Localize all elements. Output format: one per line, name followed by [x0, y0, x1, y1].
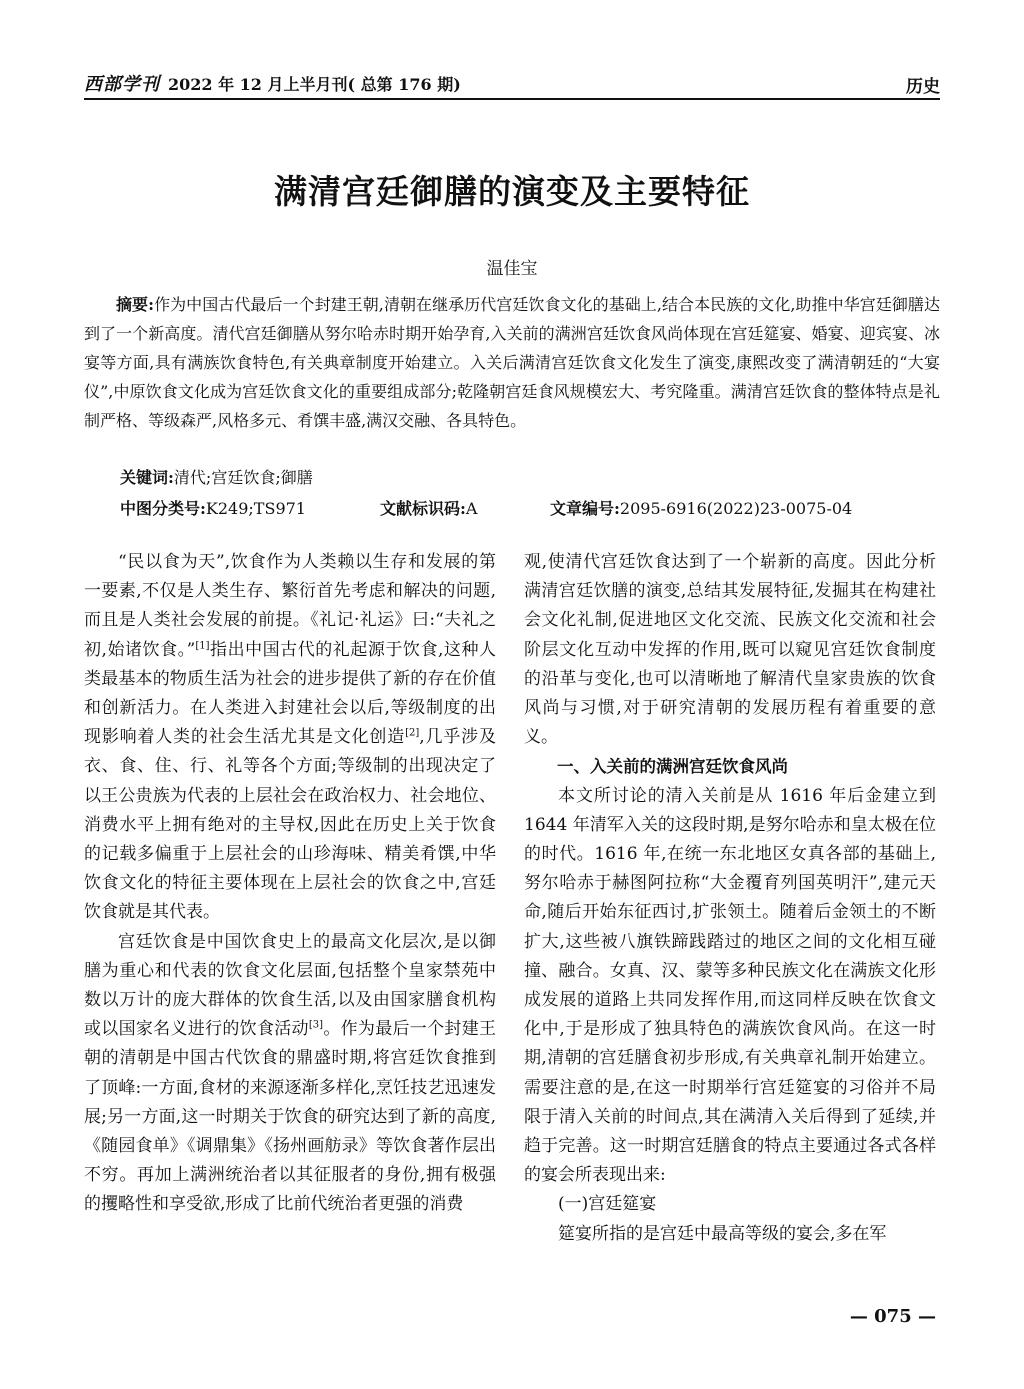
article-title: 满清宫廷御膳的演变及主要特征 [274, 172, 750, 211]
keywords [120, 465, 313, 488]
text-run: 指出中国古代的礼起源于饮食,这种人类最基本的物质生活为社会的进步提供了新的存在价值和创新活力。在人类进入封建社会以后,等级制度的出现影响着人类的社会生活尤其是文化创造 [84, 639, 496, 748]
citation-ref: [1] [195, 639, 210, 651]
paragraph: 观,使清代宫廷饮食达到了一个崭新的高度。因此分析满清宫廷饮膳的演变,总结其发展特征,发掘其在构建社会文化礼制,促进地区文化交流、民族文化交流和社会阶层文化互动中发挥的作用,既可以窥见宫廷饮食制度的沿革与变化,也可以清晰地了解清代皇家贵族的饮食风尚与习惯,对于研究清朝的发展历程有着重要的意义。 [524, 552, 936, 748]
running-header [84, 66, 940, 96]
text-run: “民以食为天”,饮食作为人类赖以生存和发展的第一要素,不仅是人类生存、繁衍首先考虑和解决的问题,而且是人类社会发展的前提。《礼记·礼运》曰:“夫礼之初,始诸饮食。” [84, 552, 496, 660]
paragraph [84, 928, 496, 1220]
clc-label: 中图分类号: [120, 499, 206, 518]
section-heading: 一、入关前的满洲宫廷饮食风尚 [557, 757, 788, 777]
journal-logo: 西部学刊 [84, 74, 160, 95]
article-number-value: 2095-6916(2022)23-0075-04 [619, 499, 853, 518]
page-number: — 075 — [849, 1306, 936, 1327]
subsection-heading: (一)宫廷筵宴 [558, 1194, 657, 1215]
article-number [550, 496, 852, 519]
paragraph: 本文所讨论的清入关前是从 1616 年后金建立到 1644 年清军入关的这段时期,是努尔哈赤和皇太极在位的时代。1616 年,在统一东北地区女真各部的基础上,努尔哈赤于赫图阿拉称“大金覆育列国英明汗”,建元天命,随后开始东征西讨,扩张领土。随着后金领土的不断扩大,这些被八旗铁蹄践踏过的地区之间的文化相互碰撞、融合。女真、汉、蒙等多种民族文化在满族文化形成发展的道路上共同发挥作用,而这同样反映在饮食文化中,于是形成了独具特色的满族饮食风尚。在这一时期,清朝的宫廷膳食初步形成,有关典章礼制开始建立。需要注意的是,在这一时期举行宫廷筵宴的习俗并不局限于清入关前的时间点,其在满清入关后得到了延续,并趋于完善。这一时期宫廷膳食的特点主要通过各式各样的宴会所表现出来: [524, 785, 936, 1186]
section-name: 历史 [906, 77, 940, 97]
text-run: 。作为最后一个封建王朝的清朝是中国古代饮食的鼎盛时期,将宫廷饮食推到了顶峰:一方面,食材的来源逐渐多样化,烹饪技艺迅速发展;另一方面,这一时期关于饮食的研究达到了新的高度,《随园食单》《调鼎集》《扬州画舫录》等饮食著作层出不穷。再加上满洲统治者以其征服者的身份,拥有极强的攫略性和享受欲,形成了比前代统治者更强的消费 [84, 1019, 496, 1215]
abstract-label: 摘要: [116, 295, 155, 314]
keywords-text: 清代;宫廷饮食;御膳 [173, 468, 313, 487]
abstract-text: 作为中国古代最后一个封建王朝,清朝在继承历代宫廷饮食文化的基础上,结合本民族的文化,助推中华宫廷御膳达到了一个新高度。清代宫廷御膳从努尔哈赤时期开始孕育,入关前的满洲宫廷饮食风尚体现在宫廷筵宴、婚宴、迎宾宴、冰宴等方面,具有满族饮食特色,有关典章制度开始建立。入关后满清宫廷饮食文化发生了演变,康熙改变了满清朝廷的“大宴仪”,中原饮食文化成为宫廷饮食文化的重要组成部分;乾隆朝宫廷食风规模宏大、考究隆重。满清宫廷饮食的整体特点是礼制严格、等级森严,风格多元、肴馔丰盛,满汉交融、各具特色。 [84, 295, 940, 430]
issue-info: 2022 年 12 月上半月刊( 总第 176 期) [168, 75, 461, 94]
doc-code-value: A [465, 499, 478, 518]
text-run: 宫廷饮食是中国饮食史上的最高文化层次,是以御膳为重心和代表的饮食文化层面,包括整个皇家禁苑中数以万计的庞大群体的饮食生活,以及由国家膳食机构或以国家名义进行的饮食活动 [84, 931, 496, 1040]
keywords-label: 关键词: [120, 468, 174, 487]
article-number-label: 文章编号: [550, 499, 620, 518]
clc-value: K249;TS971 [205, 499, 306, 518]
body-column-left [84, 548, 496, 1220]
document-code [380, 496, 477, 519]
doc-code-label: 文献标识码: [380, 499, 466, 518]
clc-number [120, 496, 306, 519]
header-divider [84, 98, 940, 100]
paragraph [84, 548, 496, 928]
body-column-right [524, 548, 936, 1249]
citation-ref: [2] [405, 727, 420, 739]
paragraph: 筵宴所指的是宫廷中最高等级的宴会,多在军 [558, 1223, 887, 1244]
abstract [84, 290, 940, 435]
text-run: ,几乎涉及衣、食、住、行、礼等各个方面;等级制的出现决定了以王公贵族为代表的上层社会在政治权力、社会地位、消费水平上拥有绝对的主导权,因此在历史上关于饮食的记载多偏重于上层社会的山珍海味、精美肴馔,中华饮食文化的特征主要体现在上层社会的饮食之中,宫廷饮食就是其代表。 [84, 727, 497, 923]
citation-ref: [3] [308, 1019, 324, 1031]
author-name: 温佳宝 [486, 259, 538, 279]
